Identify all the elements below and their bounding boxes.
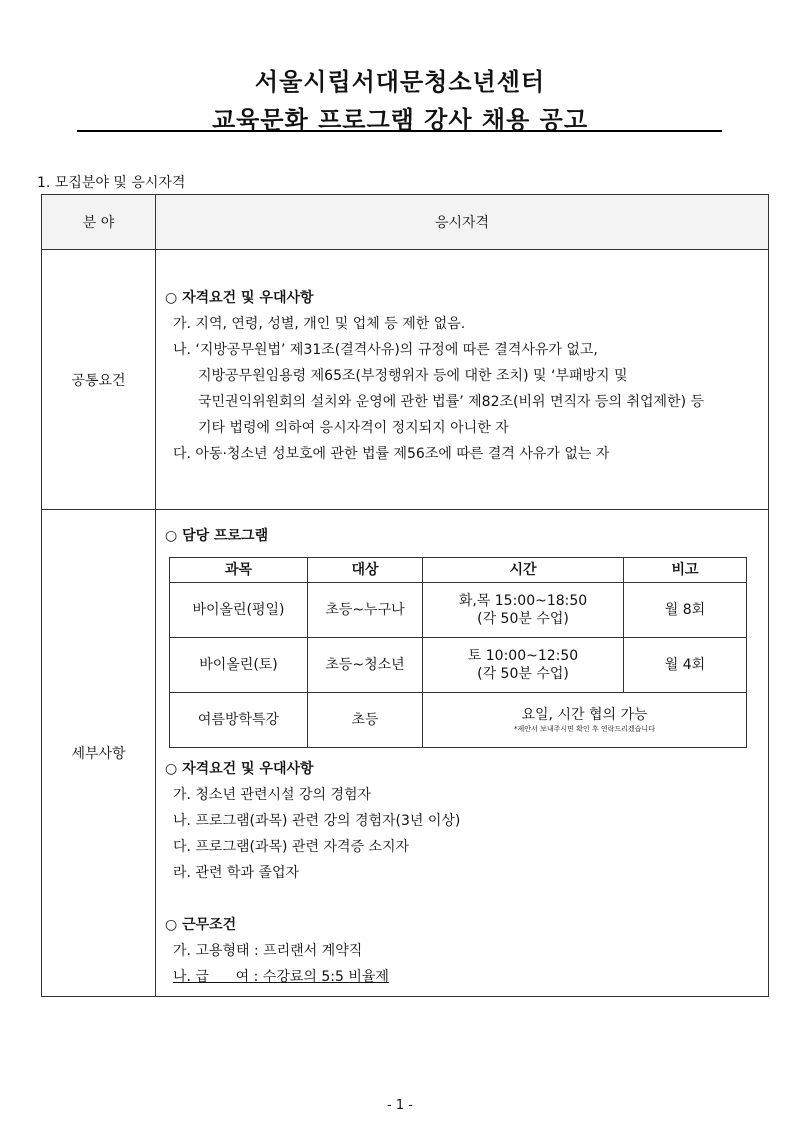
qualification-table bbox=[41, 194, 769, 997]
common-line: 다. 아동·청소년 성보호에 관한 법률 제56조에 따른 결격 사유가 없는 자 bbox=[173, 445, 610, 462]
common-line: 국민권익위원회의 설치와 운영에 관한 법률’ 제82조(비위 면직자 등의 취업제한) 등 bbox=[198, 393, 705, 410]
header-qualification: 응시자격 bbox=[156, 195, 769, 250]
common-line: 지방공무원임용령 제65조(부정행위자 등에 대한 조치) 및 ‘부패방지 및 bbox=[198, 367, 628, 384]
program-time-main: 토 10:00~12:50 bbox=[467, 648, 579, 664]
program-heading: ○ 담당 프로그램 bbox=[165, 528, 269, 544]
work-line: 가. 고용형태 : 프리랜서 계약직 bbox=[173, 943, 363, 959]
detail-label: 세부사항 bbox=[42, 510, 156, 997]
program-time-sub: (각 50분 수업) bbox=[477, 611, 569, 627]
program-time-note: *제안서 보내주시면 확인 후 연락드리겠습니다 bbox=[514, 725, 655, 733]
common-line: 가. 지역, 연령, 성별, 개인 및 업체 등 제한 없음. bbox=[173, 315, 466, 332]
title-underline bbox=[77, 130, 722, 132]
program-subject: 바이올린(토) bbox=[170, 638, 308, 693]
program-subject: 바이올린(평일) bbox=[170, 583, 308, 638]
qualification-line: 라. 관련 학과 졸업자 bbox=[173, 865, 299, 881]
program-note: 월 4회 bbox=[624, 638, 747, 693]
common-line: 나. ‘지방공무원법’ 제31조(결격사유)의 규정에 따른 결격사유가 없고, bbox=[173, 341, 598, 358]
program-time bbox=[423, 638, 624, 693]
program-time bbox=[423, 583, 624, 638]
work-heading: ○ 근무조건 bbox=[165, 917, 237, 933]
document-title-line2: 교육문화 프로그램 강사 채용 공고 bbox=[212, 106, 588, 134]
page-number: - 1 - bbox=[387, 1098, 413, 1113]
program-header-time: 시간 bbox=[423, 558, 624, 583]
detail-content bbox=[156, 510, 769, 997]
common-heading: ○ 자격요건 및 우대사항 bbox=[165, 289, 314, 306]
program-header-target: 대상 bbox=[308, 558, 423, 583]
table-row bbox=[170, 638, 747, 693]
program-header-subject: 과목 bbox=[170, 558, 308, 583]
header-field: 분 야 bbox=[42, 195, 156, 250]
program-note: 월 8회 bbox=[624, 583, 747, 638]
program-table bbox=[169, 557, 747, 748]
document-title-line1: 서울시립서대문청소년센터 bbox=[254, 68, 546, 96]
qualification-heading: ○ 자격요건 및 우대사항 bbox=[165, 761, 314, 777]
program-header-note: 비고 bbox=[624, 558, 747, 583]
program-target: 초등 bbox=[308, 693, 423, 748]
program-time bbox=[423, 693, 747, 748]
program-time-main: 화,목 15:00~18:50 bbox=[458, 593, 588, 609]
table-row bbox=[170, 583, 747, 638]
section-heading: 1. 모집분야 및 응시자격 bbox=[37, 175, 186, 191]
qualification-line: 다. 프로그램(과목) 관련 자격증 소지자 bbox=[173, 839, 410, 855]
program-target: 초등~누구나 bbox=[308, 583, 423, 638]
common-line: 기타 법령에 의하여 응시자격이 정지되지 아니한 자 bbox=[198, 419, 509, 436]
program-time-sub: (각 50분 수업) bbox=[477, 666, 569, 682]
table-row bbox=[170, 693, 747, 748]
qualification-line: 나. 프로그램(과목) 관련 강의 경험자(3년 이상) bbox=[173, 813, 461, 829]
program-time-main: 요일, 시간 협의 가능 bbox=[521, 707, 648, 723]
work-line: 나. 급 여 : 수강료의 5:5 비율제 bbox=[173, 969, 389, 985]
program-subject: 여름방학특강 bbox=[170, 693, 308, 748]
common-content bbox=[156, 250, 769, 510]
qualification-line: 가. 청소년 관련시설 강의 경험자 bbox=[173, 787, 372, 803]
program-target: 초등~청소년 bbox=[308, 638, 423, 693]
common-label: 공통요건 bbox=[42, 250, 156, 510]
